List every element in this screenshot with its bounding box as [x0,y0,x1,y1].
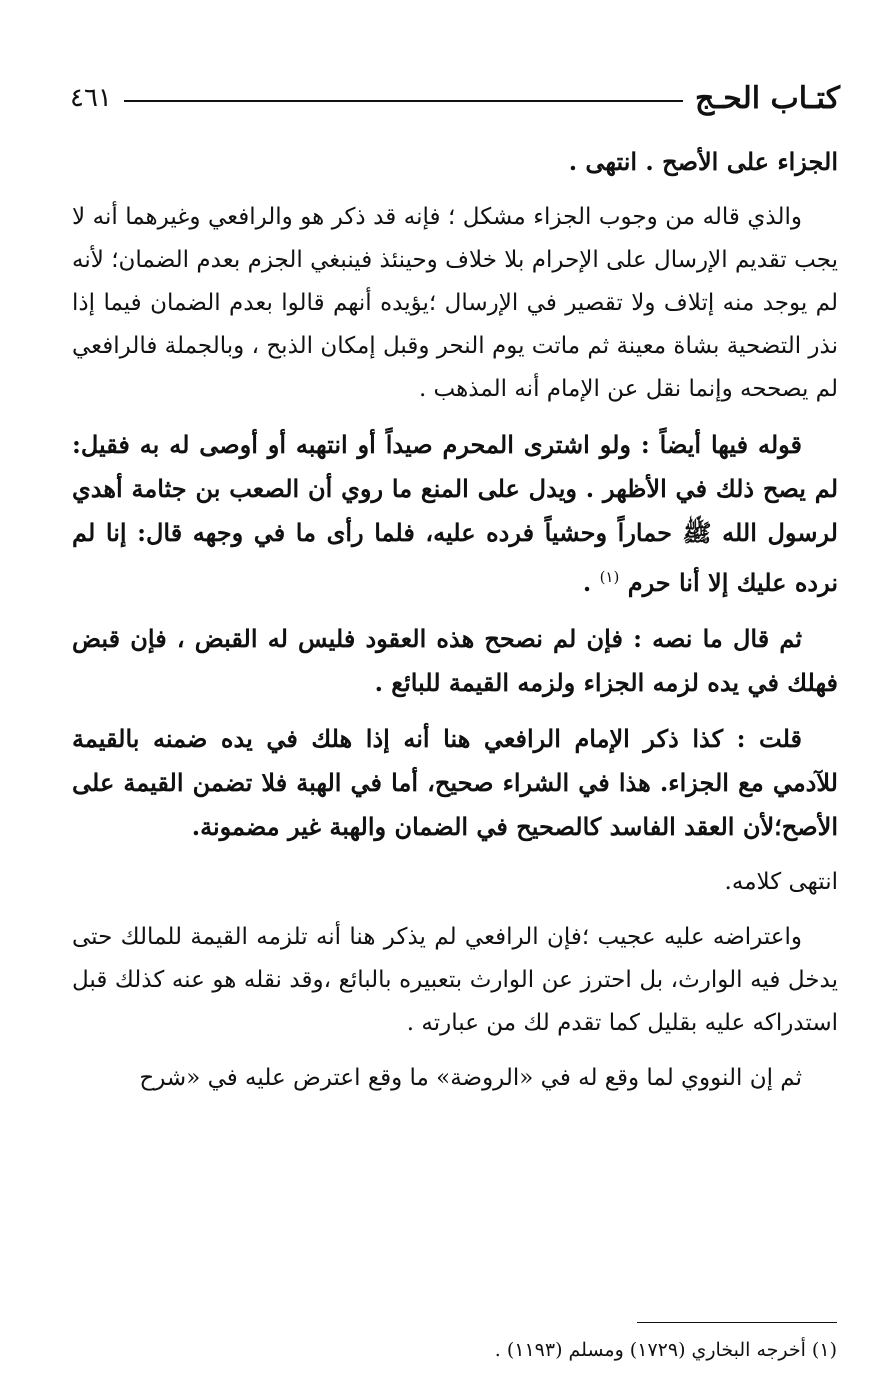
paragraph-3-tail: . [582,568,600,597]
paragraph-8: ثم إن النووي لما وقع له في «الروضة» ما وقع اعترض عليه في «شرح [139,1065,802,1091]
paragraph-3-text: قوله فيها أيضاً : ولو اشترى المحرم صيداً أو انتهبه أو أوصى له به فقيل: لم يصح ذلك في الأظهر . ويدل على المنع ما روي أن الصعب بن جثامة أهدي لرسول الله ﷺ حماراً وحشياً فرده عليه، فلما رأى ما في وجهه قال: إنا لم نرده عليك إلا أنا حرم [72,430,839,597]
page-number: ٤٦١ [70,83,112,113]
paragraph-2: والذي قاله من وجوب الجزاء مشكل ؛ فإنه قد ذكر هو والرافعي وغيرهما أنه لا يجب تقديم الإرسال على الإحرام بلا خلاف وحينئذ فينبغي الجزم بعدم الضمان؛ لأنه لم يوجد منه إتلاف ولا تقصير في الإرسال ؛يؤيده أنهم قالوا بعدم الضمان فيما إذا نذر التضحية بشاة معينة ثم ماتت يوم النحر وقبل إمكان الذبح ، وبالجملة فالرافعي لم يصححه وإنما نقل عن الإمام أنه المذهب . [72,204,838,402]
footnote-marker: (١) [599,568,620,586]
paragraph-5: قلت : كذا ذكر الإمام الرافعي هنا أنه إذا هلك في يده ضمنه بالقيمة للآدمي مع الجزاء. هذا في الشراء صحيح، أما في الهبة فلا تضمن القيمة على الأصح؛لأن العقد الفاسد كالصحيح في الضمان والهبة غير مضمونة. [72,724,838,841]
paragraph-3 [72,423,838,605]
paragraph-7: واعتراضه عليه عجيب ؛فإن الرافعي لم يذكر هنا أنه تلزمه القيمة للمالك حتى يدخل فيه الوارث، بل احترز عن الوارث بتعبيره بالبائع ،وقد نقله هو عنه كذلك قبل استدراكه عليه بقليل كما تقدم لك من عبارته . [72,924,838,1036]
main-text [72,140,838,1100]
page-header [70,78,840,118]
paragraph-6: انتهى كلامه. [724,869,838,895]
footnote: (١) أخرجه البخاري (١٧٢٩) ومسلم (١١٩٣) . [494,1339,837,1361]
paragraph-1: الجزاء على الأصح . انتهى . [568,147,838,176]
footnote-rule [637,1322,837,1323]
paragraph-4: ثم قال ما نصه : فإن لم نصحح هذه العقود فليس له القبض ، فإن قبض فهلك في يده لزمه الجزاء ولزمه القيمة للبائع . [72,624,838,697]
header-title: كتـاب الحـج [695,80,840,116]
header-rule [124,100,683,102]
